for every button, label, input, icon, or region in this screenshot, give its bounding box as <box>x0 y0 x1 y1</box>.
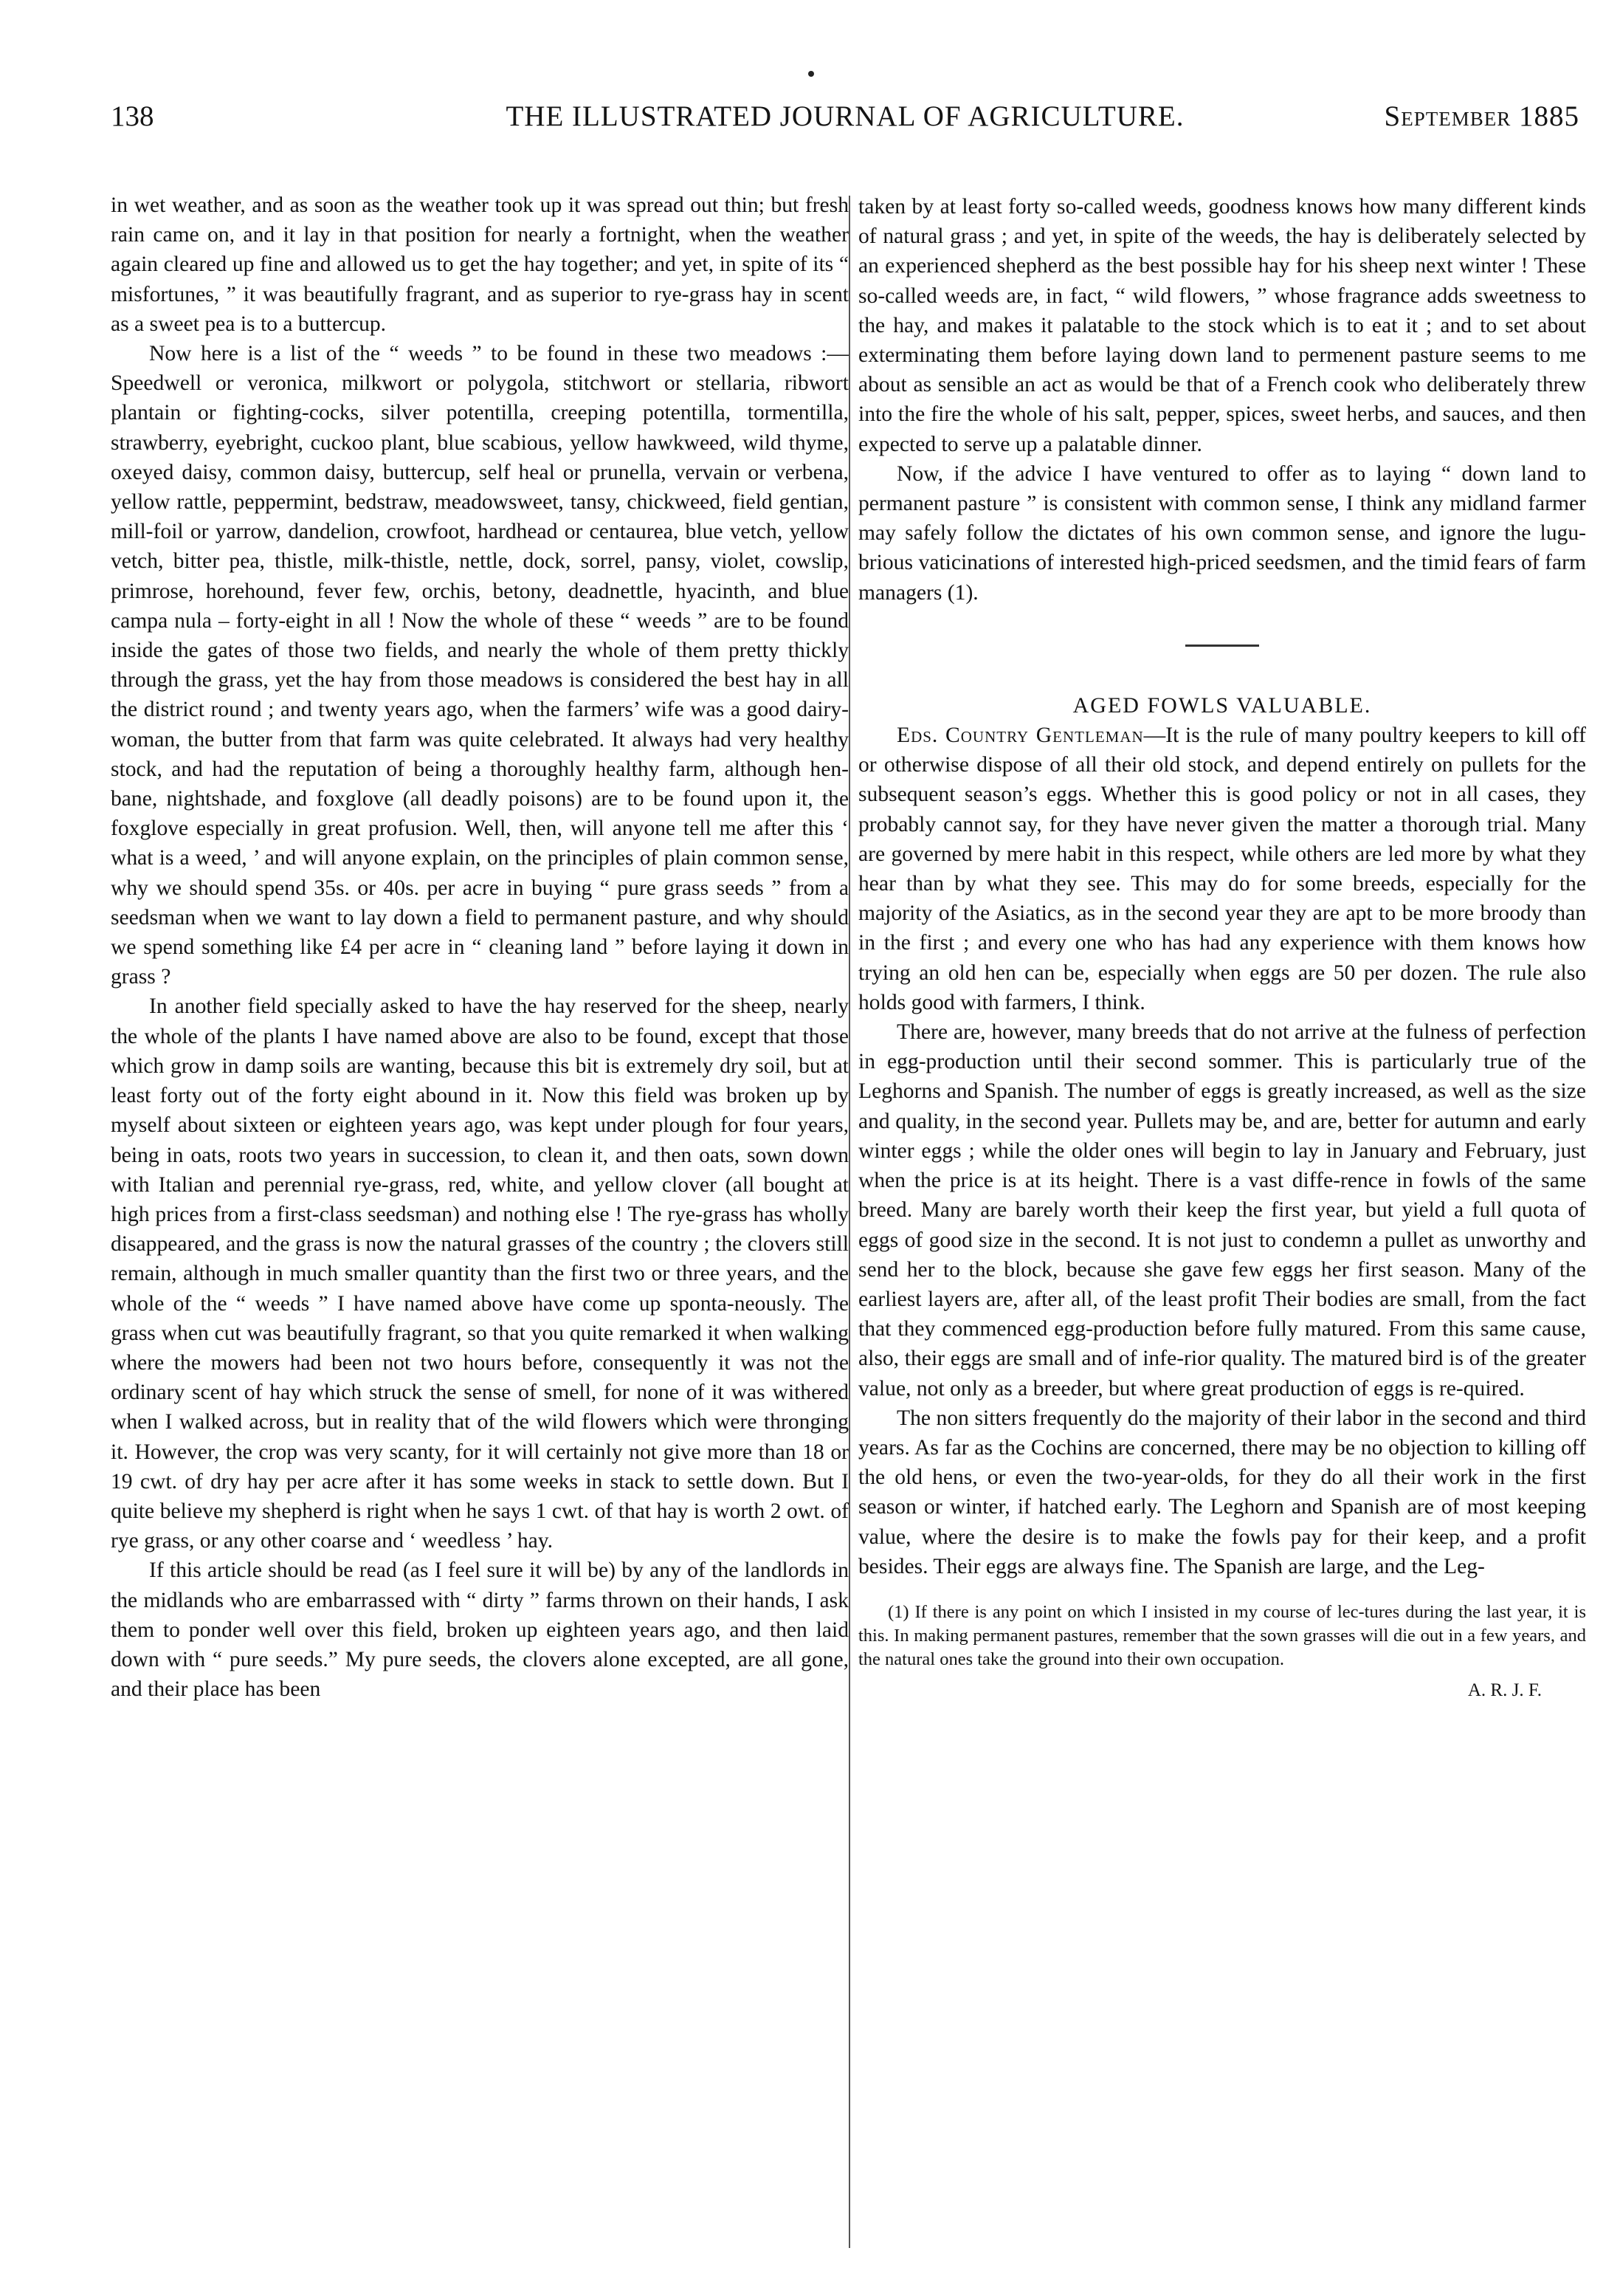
journal-title: THE ILLUSTRATED JOURNAL OF AGRICULTURE. <box>506 100 1185 132</box>
footnote <box>858 1601 1586 1671</box>
page-number: 138 <box>111 100 154 132</box>
section-lead: Eds. Country Gentleman <box>897 723 1144 748</box>
ink-dot <box>808 71 814 77</box>
right-column <box>858 192 1586 1705</box>
left-column <box>111 190 849 1704</box>
paragraph: The non sitters frequently do the majority of their labor in the second and third years. As far as the Cochins are concerned, there may be no objection to killing off the old hens, or even the two-year-olds, for they do all their work in the first season or winter, if hatched early. The Leghorn and Spanish are of most keeping value, where the desire is to make the fowls pay for their keep, and a profit besides. Their eggs are always fine. The Spanish are large, and the Leg- <box>858 1406 1586 1578</box>
footnote-text: (1) If there is any point on which I insisted in my course of lec-tures during the last year, it is this. In making permanent pastures, remember that the sown grasses will die out in a few years, and the natural ones take the ground into their own occupation. <box>858 1601 1586 1669</box>
paragraph: In another field specially asked to have the hay reserved for the sheep, nearly the whole of the plants I have named above are also to be found, except that those which grow in damp soils are wanting, because this bit is extremely dry soil, but at least forty out of the forty eight abound in it. Now this field was broken up by myself about sixteen or eighteen years ago, was kept under plough for four years, being in oats, roots two years in succession, to clean it, and then oats, sown down with Italian and perennial rye-grass, red, white, and yellow clover (all bought at high prices from a first-class seedsman) and nothing else ! The rye-grass has wholly disappeared, and the grass is now the natural grasses of the country ; the clovers still remain, although in much smaller quantity than the first two or three years, and the whole of the “ weeds ” I have named above have come up sponta-neously. The grass when cut was beautifully fragrant, so that you quite remarked it when walking where the mowers had been not two hours before, consequently it was not the ordinary scent of hay which struck the sense of smell, for none of it was withered when I walked across, but in reality that of the wild flowers which were thronging it. However, the crop was very scanty, for it will certainly not give more than 18 or 19 cwt. of dry hay per acre after it has some weeks in stack to settle down. But I quite believe my shepherd is right when he says 1 cwt. of that hay is worth 2 owt. of rye grass, or any other coarse and ‘ weedless ’ hay. <box>111 994 849 1553</box>
section-heading: AGED FOWLS VALUABLE. <box>1072 692 1372 718</box>
page-header <box>111 94 1579 139</box>
column-divider <box>849 196 850 2248</box>
section-rule <box>1185 645 1259 647</box>
paragraph: There are, however, many breeds that do not arrive at the fulness of perfection in egg-production until their second sommer. This is particularly true of the Leghorns and Spanish. The number of eggs is greatly increased, as well as the size and quality, in the second year. Pullets may be, and are, better for autumn and early winter eggs ; while the older ones will begin to lay in January and February, just when the price is at its height. There is a vast diffe-rence in fowls of the same breed. Many are barely worth their keep the first year, but yield a full quota of eggs of good size in the second. It is not just to condemn a pullet as unworthy and send her to the block, because she gave few eggs her first season. Many of the earliest layers are, after all, of the least profit Their bodies are small, from the fact that they commenced egg-production before fully matured. From this same cause, also, their eggs are small and of infe-rior quality. The matured bird is of the greater value, not only as a breeder, but where great production of eggs is re-quired. <box>858 1020 1586 1400</box>
paragraph: taken by at least forty so-called weeds, goodness knows how many different kinds of natural grass ; and yet, in spite of the weeds, the hay is deliberately selected by an experienced shepherd as the best possible hay for his sheep next winter ! These so-called weeds are, in fact, “ wild flowers, ” whose fragrance adds sweetness to the hay, and makes it palatable to the stock which is to eat it ; and to set about exterminating them before laying down land to permenent pasture seems to me about as sensible an act as would be that of a French cook who deliberately threw into the fire the whole of his salt, pepper, spices, sweet herbs, and sauces, and then expected to serve up a palatable dinner. <box>858 195 1586 456</box>
paragraph: If this article should be read (as I feel sure it will be) by any of the landlords in the midlands who are embarrassed with “ dirty ” farms thrown on their hands, I ask them to ponder well over this field, broken up eighteen years ago, and then laid down with “ pure seeds.” My pure seeds, the clovers alone excepted, are all gone, and their place has been <box>111 1558 849 1702</box>
paragraph <box>858 721 1586 1017</box>
paragraph: Now here is a list of the “ weeds ” to be found in these two meadows :—Speedwell or veronica, milkwort or polygola, stitchwort or stellaria, ribwort plantain or fighting-cocks, silver potentilla, creeping potentilla, tormentilla, strawberry, eyebright, cuckoo plant, blue scabious, yellow hawkweed, wild thyme, oxeyed daisy, common daisy, buttercup, self heal or prunella, vervain or verbena, yellow rattle, peppermint, bedstraw, meadowsweet, tansy, chickweed, field gentian, mill-foil or yarrow, dandelion, crowfoot, hardhead or centaurea, blue vetch, yellow vetch, bitter pea, thistle, milk-thistle, nettle, dock, sorrel, pansy, violet, cowslip, primrose, horehound, fever few, orchis, betony, deadnettle, hyacinth, and blue campa nula – forty-eight in all ! Now the whole of these “ weeds ” are to be found inside the gates of those two fields, and nearly the whole of them pretty thickly through the grass, yet the hay from those meadows is considered the best hay in all the district round ; and twenty years ago, when the farmers’ wife was a good dairy-woman, the butter from that farm was quite celebrated. It always had very healthy stock, and had the reputation of being a thoroughly healthy farm, although hen-bane, nightshade, and foxglove (all deadly poisons) are to be found upon it, the foxglove especially in great profusion. Well, then, will anyone tell me after this ‘ what is a weed, ’ and will anyone explain, on the principles of plain common sense, why we should spend 35s. or 40s. per acre in buying “ pure grass seeds ” from a seedsman when we want to lay down a field to permanent pasture, and why should we spend something like £4 per acre in “ cleaning land ” before laying it down in grass ? <box>111 342 849 989</box>
issue-date: September 1885 <box>1384 100 1579 132</box>
signature: A. R. J. F. <box>1467 1680 1542 1700</box>
paragraph: in wet weather, and as soon as the weather took up it was spread out thin; but fresh rain came on, and it lay in that position for nearly a fortnight, when the weather again cleared up fine and allowed us to get the hay together; and yet, in spite of its “ misfortunes, ” it was beautifully fragrant, and as superior to rye-grass hay in scent as a sweet pea is to a buttercup. <box>111 193 849 336</box>
paragraph-text: —It is the rule of many poultry keepers to kill off or otherwise dispose of all their old stock, and depend entirely on pullets for the subsequent season’s eggs. Whether this is good policy or not in all cases, they probably cannot say, for they have never given the matter a thorough trial. Many are governed by mere habit in this respect, while others are led more by what they hear than by what they see. This may do for some breeds, especially for the majority of the Asiatics, as in the second year they are apt to be more broody than in the first ; and every one who has had any experience with them knows how trying an old hen can be, especially when eggs are 50 per dozen. The rule also holds good with farmers, I think. <box>858 723 1587 1014</box>
paragraph: Now, if the advice I have ventured to offer as to laying “ down land to permanent pasture ” is consistent with common sense, I think any midland farmer may safely follow the dictates of his own common sense, and ignore the lugu-brious vaticinations of interested high-priced seedsmen, and the timid fears of farm managers (1). <box>858 461 1586 605</box>
